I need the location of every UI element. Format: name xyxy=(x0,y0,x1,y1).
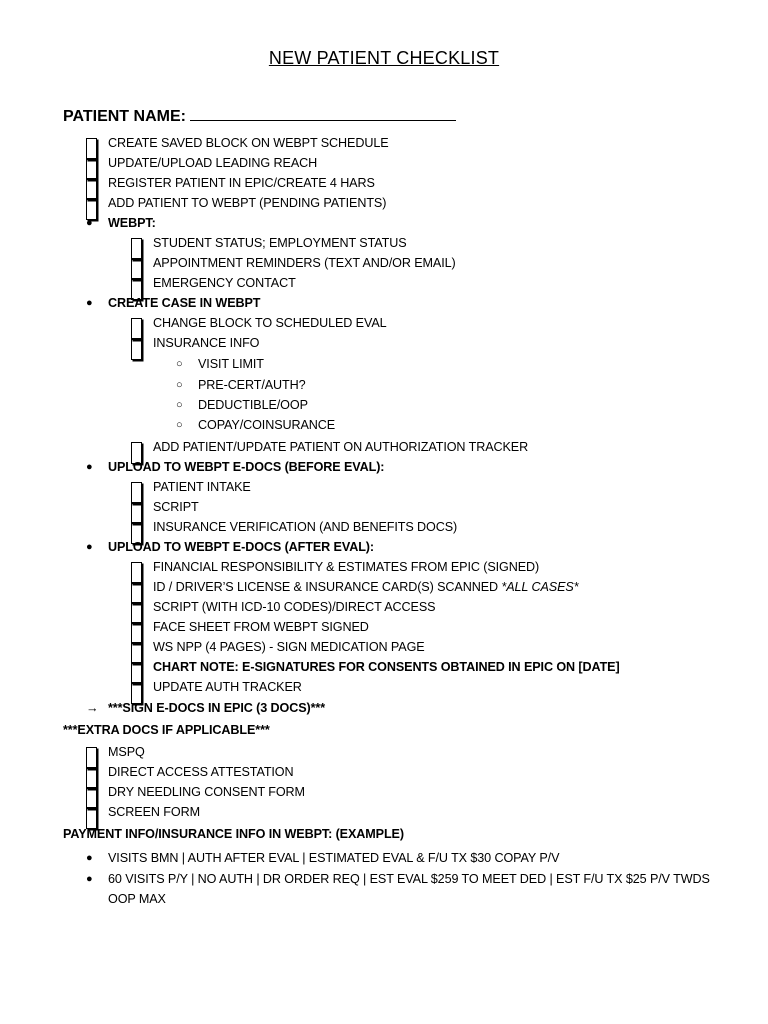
item-text: ID / DRIVER’S LICENSE & INSURANCE CARD(S) SCANNED xyxy=(153,580,498,594)
bullet-icon: ● xyxy=(86,297,93,309)
bullet-icon: ● xyxy=(86,873,93,885)
checklist-subitem xyxy=(131,333,259,353)
checklist-item xyxy=(86,133,389,153)
checklist-subitem xyxy=(131,477,251,497)
item-text: STUDENT STATUS; EMPLOYMENT STATUS xyxy=(153,236,407,250)
patient-name-field xyxy=(63,106,456,126)
payment-example-continuation: OOP MAX xyxy=(108,892,166,906)
heading-text: UPLOAD TO WEBPT E-DOCS (BEFORE EVAL): xyxy=(108,460,385,474)
patient-name-label: PATIENT NAME: xyxy=(63,108,186,125)
item-text: CHANGE BLOCK TO SCHEDULED EVAL xyxy=(153,316,387,330)
extra-item xyxy=(86,802,200,822)
item-text: REGISTER PATIENT IN EPIC/CREATE 4 HARS xyxy=(108,176,375,190)
item-text: PRE-CERT/AUTH? xyxy=(198,378,306,392)
circle-bullet-icon: ○ xyxy=(176,399,183,411)
circle-bullet-icon: ○ xyxy=(176,379,183,391)
section-heading xyxy=(86,537,374,557)
section-heading xyxy=(86,293,260,313)
extra-docs-heading: ***EXTRA DOCS IF APPLICABLE*** xyxy=(63,723,270,737)
checklist-subitem xyxy=(131,597,435,617)
item-text: FINANCIAL RESPONSIBILITY & ESTIMATES FROM EPIC (SIGNED) xyxy=(153,560,540,574)
item-text: CHART NOTE: E-SIGNATURES FOR CONSENTS OBTAINED IN EPIC ON [DATE] xyxy=(153,660,620,674)
item-text: COPAY/COINSURANCE xyxy=(198,418,336,432)
bullet-icon: ● xyxy=(86,852,93,864)
checklist-subitem xyxy=(131,677,302,697)
insurance-subitem xyxy=(176,375,306,395)
checklist-subitem xyxy=(131,557,539,577)
item-text: VISITS BMN | AUTH AFTER EVAL | ESTIMATED EVAL & F/U TX $30 COPAY P/V xyxy=(108,851,560,865)
item-text: DRY NEEDLING CONSENT FORM xyxy=(108,785,305,799)
item-text: 60 VISITS P/Y | NO AUTH | DR ORDER REQ | EST EVAL $259 TO MEET DED | EST F/U TX $25 P/V TWDS xyxy=(108,872,710,886)
extra-item xyxy=(86,782,305,802)
item-text: APPOINTMENT REMINDERS (TEXT AND/OR EMAIL) xyxy=(153,256,456,270)
item-text: WS NPP (4 PAGES) - SIGN MEDICATION PAGE xyxy=(153,640,425,654)
checklist-subitem xyxy=(131,437,528,457)
checklist-item xyxy=(86,153,317,173)
checklist-subitem xyxy=(131,657,620,677)
section-heading xyxy=(86,213,156,233)
item-text: FACE SHEET FROM WEBPT SIGNED xyxy=(153,620,369,634)
checklist-item xyxy=(86,173,375,193)
circle-bullet-icon: ○ xyxy=(176,419,183,431)
insurance-subitem xyxy=(176,354,264,374)
item-text: INSURANCE VERIFICATION (AND BENEFITS DOCS) xyxy=(153,520,458,534)
item-text: VISIT LIMIT xyxy=(198,357,264,371)
checklist-subitem xyxy=(131,497,199,517)
item-text: SCRIPT (WITH ICD-10 CODES)/DIRECT ACCESS xyxy=(153,600,436,614)
checklist-subitem xyxy=(131,273,296,293)
item-text: ***SIGN E-DOCS IN EPIC (3 DOCS)*** xyxy=(108,701,326,715)
checklist-subitem xyxy=(131,233,407,253)
item-text: DEDUCTIBLE/OOP xyxy=(198,398,308,412)
section-heading xyxy=(86,457,384,477)
item-text: DIRECT ACCESS ATTESTATION xyxy=(108,765,294,779)
item-text: ADD PATIENT TO WEBPT (PENDING PATIENTS) xyxy=(108,196,387,210)
item-text: UPDATE/UPLOAD LEADING REACH xyxy=(108,156,318,170)
insurance-subitem xyxy=(176,395,308,415)
checklist-subitem xyxy=(131,517,457,537)
item-text: EMERGENCY CONTACT xyxy=(153,276,296,290)
checklist-subitem xyxy=(131,313,387,333)
checklist-subitem xyxy=(131,253,456,273)
item-text: ADD PATIENT/UPDATE PATIENT ON AUTHORIZATION TRACKER xyxy=(153,440,529,454)
checklist-item xyxy=(86,193,386,213)
payment-example xyxy=(86,869,710,889)
bullet-icon: ● xyxy=(86,217,93,229)
bullet-icon: ● xyxy=(86,541,93,553)
checklist-subitem xyxy=(131,617,369,637)
item-text: CREATE SAVED BLOCK ON WEBPT SCHEDULE xyxy=(108,136,389,150)
heading-text: CREATE CASE IN WEBPT xyxy=(108,296,261,310)
extra-item xyxy=(86,762,294,782)
item-text: SCREEN FORM xyxy=(108,805,200,819)
extra-item xyxy=(86,742,145,762)
item-text: PATIENT INTAKE xyxy=(153,480,251,494)
bullet-icon: ● xyxy=(86,461,93,473)
item-text: INSURANCE INFO xyxy=(153,336,260,350)
checklist-subitem xyxy=(131,637,425,657)
payment-example xyxy=(86,848,559,868)
item-text: SCRIPT xyxy=(153,500,199,514)
item-text: UPDATE AUTH TRACKER xyxy=(153,680,302,694)
heading-text: UPLOAD TO WEBPT E-DOCS (AFTER EVAL): xyxy=(108,540,374,554)
item-text: MSPQ xyxy=(108,745,145,759)
sign-edocs-line xyxy=(86,698,325,718)
heading-text: WEBPT: xyxy=(108,216,156,230)
circle-bullet-icon: ○ xyxy=(176,358,183,370)
arrow-right-icon: → xyxy=(86,701,99,715)
page-title: NEW PATIENT CHECKLIST xyxy=(268,48,500,68)
all-cases-note: *ALL CASES* xyxy=(501,580,579,594)
patient-name-blank-line xyxy=(190,106,456,121)
checklist-subitem xyxy=(131,577,578,597)
insurance-subitem xyxy=(176,415,335,435)
payment-heading: PAYMENT INFO/INSURANCE INFO IN WEBPT: (EXAMPLE) xyxy=(63,827,404,841)
checkbox-icon xyxy=(131,338,142,360)
